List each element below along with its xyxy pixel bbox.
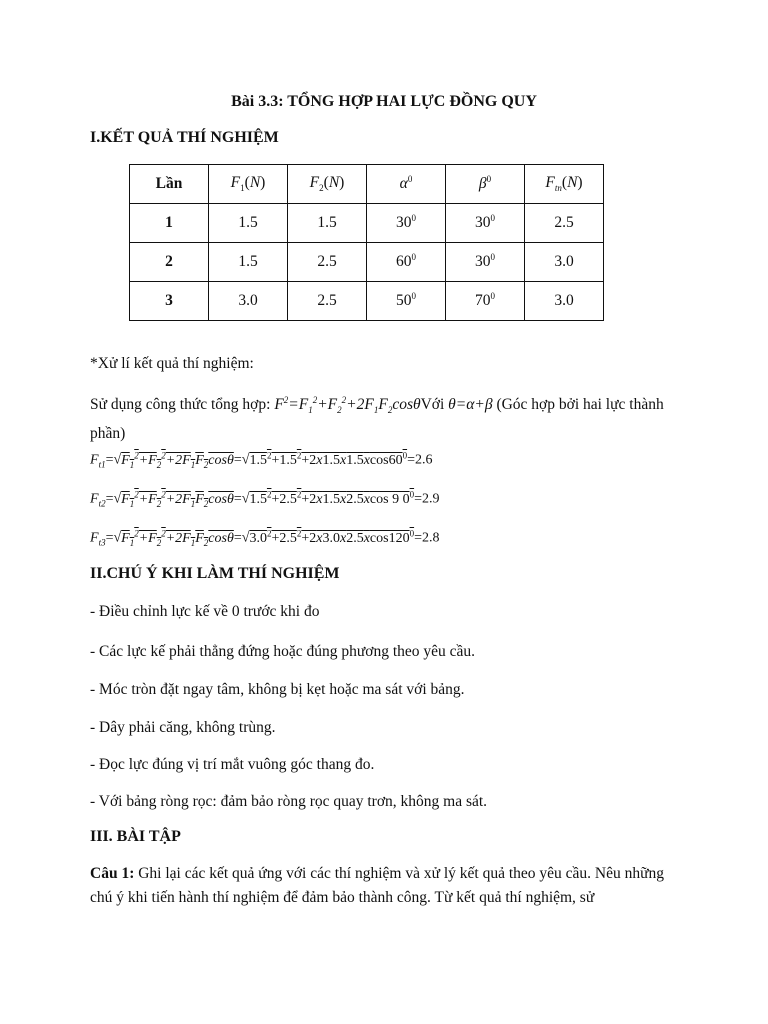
cell-alpha: $30^0$ bbox=[367, 204, 446, 243]
question-1-label: Câu 1: bbox=[90, 865, 135, 882]
cell-lan: 3 bbox=[130, 282, 209, 321]
note-item: - Dây phải căng, không trùng. bbox=[90, 719, 276, 736]
note-item: - Với bảng ròng rọc: đảm bảo ròng rọc quay trơn, không ma sát. bbox=[90, 793, 488, 810]
note-item: - Móc tròn đặt ngay tâm, không bị kẹt hoặc ma sát với bảng. bbox=[90, 681, 465, 698]
header-f1: $F_1(N)$ bbox=[209, 165, 288, 204]
equation-ft1: $F_{t1}=√F_1^2+F_2^2+2F_1F_2\cos\theta=√1.5^2+1.5^2+2x1.5x1.5xcos60^0=2.6$ bbox=[90, 450, 433, 470]
table-row bbox=[130, 282, 604, 321]
header-f2: $F_2(N)$ bbox=[288, 165, 367, 204]
header-alpha: $\alpha^0$ bbox=[367, 165, 446, 204]
processing-heading: *Xử lí kết quả thí nghiệm: bbox=[90, 355, 254, 372]
header-ftn: $F_{tn}(N)$ bbox=[525, 165, 604, 204]
note-item: - Các lực kế phải thẳng đứng hoặc đúng phương theo yêu cầu. bbox=[90, 643, 476, 660]
cell-alpha: $60^0$ bbox=[367, 243, 446, 282]
cell-beta: $30^0$ bbox=[446, 204, 525, 243]
header-beta: $\beta^0$ bbox=[446, 165, 525, 204]
note-item: - Đọc lực đúng vị trí mắt vuông góc thang đo. bbox=[90, 756, 375, 773]
question-1-text: Ghi lại các kết quả ứng với các thí nghiệm và xử lý kết quả theo yêu cầu. Nêu những chú ý khi tiến hành thí nghiệm để đảm bảo thành công. Từ kết quả thí nghiệm, sử bbox=[90, 865, 665, 906]
cell-f1: 1.5 bbox=[209, 243, 288, 282]
question-1 bbox=[90, 862, 680, 910]
cell-alpha: $50^0$ bbox=[367, 282, 446, 321]
note-item: - Điều chỉnh lực kế về 0 trước khi đo bbox=[90, 603, 320, 620]
cell-ftn: 3.0 bbox=[525, 243, 604, 282]
page-title: Bài 3.3: TỔNG HỢP HAI LỰC ĐỒNG QUY bbox=[231, 93, 537, 110]
cell-lan: 1 bbox=[130, 204, 209, 243]
table-row bbox=[130, 243, 604, 282]
cell-f1: 1.5 bbox=[209, 204, 288, 243]
results-table bbox=[129, 164, 604, 321]
equation-ft3: $F_{t3}=√F_1^2+F_2^2+2F_1F_2\cos\theta=√3.0^2+2.5^2+2x3.0x2.5xcos120^0=2.8$ bbox=[90, 528, 440, 548]
cell-f2: 1.5 bbox=[288, 204, 367, 243]
section-heading-notes: II.CHÚ Ý KHI LÀM THÍ NGHIỆM bbox=[90, 565, 340, 582]
cell-f2: 2.5 bbox=[288, 243, 367, 282]
table-row bbox=[130, 204, 604, 243]
cell-f1: 3.0 bbox=[209, 282, 288, 321]
formula-intro: Sử dụng công thức tổng hợp: bbox=[90, 396, 271, 414]
table-header-row bbox=[130, 165, 604, 204]
cell-lan: 2 bbox=[130, 243, 209, 282]
cell-beta: $70^0$ bbox=[446, 282, 525, 321]
formula-main: $F^2=F_1^2+F_2^2+2F_1F_2\cos\theta$ bbox=[274, 395, 421, 416]
formula-paragraph bbox=[90, 388, 680, 446]
cell-beta: $30^0$ bbox=[446, 243, 525, 282]
cell-ftn: 2.5 bbox=[525, 204, 604, 243]
section-heading-exercises: III. BÀI TẬP bbox=[90, 828, 181, 845]
formula-with: Với bbox=[420, 396, 445, 414]
section-heading-results: I.KẾT QUẢ THÍ NGHIỆM bbox=[90, 129, 279, 146]
cell-f2: 2.5 bbox=[288, 282, 367, 321]
cell-ftn: 3.0 bbox=[525, 282, 604, 321]
formula-note: (Góc hợp bởi hai lực thành phần) bbox=[90, 396, 664, 443]
equation-ft2: $F_{t2}=√F_1^2+F_2^2+2F_1F_2\cos\theta=√1.5^2+2.5^2+2x1.5x2.5xcos$ 9 $0^0=2.9$ bbox=[90, 489, 440, 509]
header-lan: Lần bbox=[130, 165, 209, 204]
formula-theta: θ=α+β bbox=[448, 396, 493, 414]
